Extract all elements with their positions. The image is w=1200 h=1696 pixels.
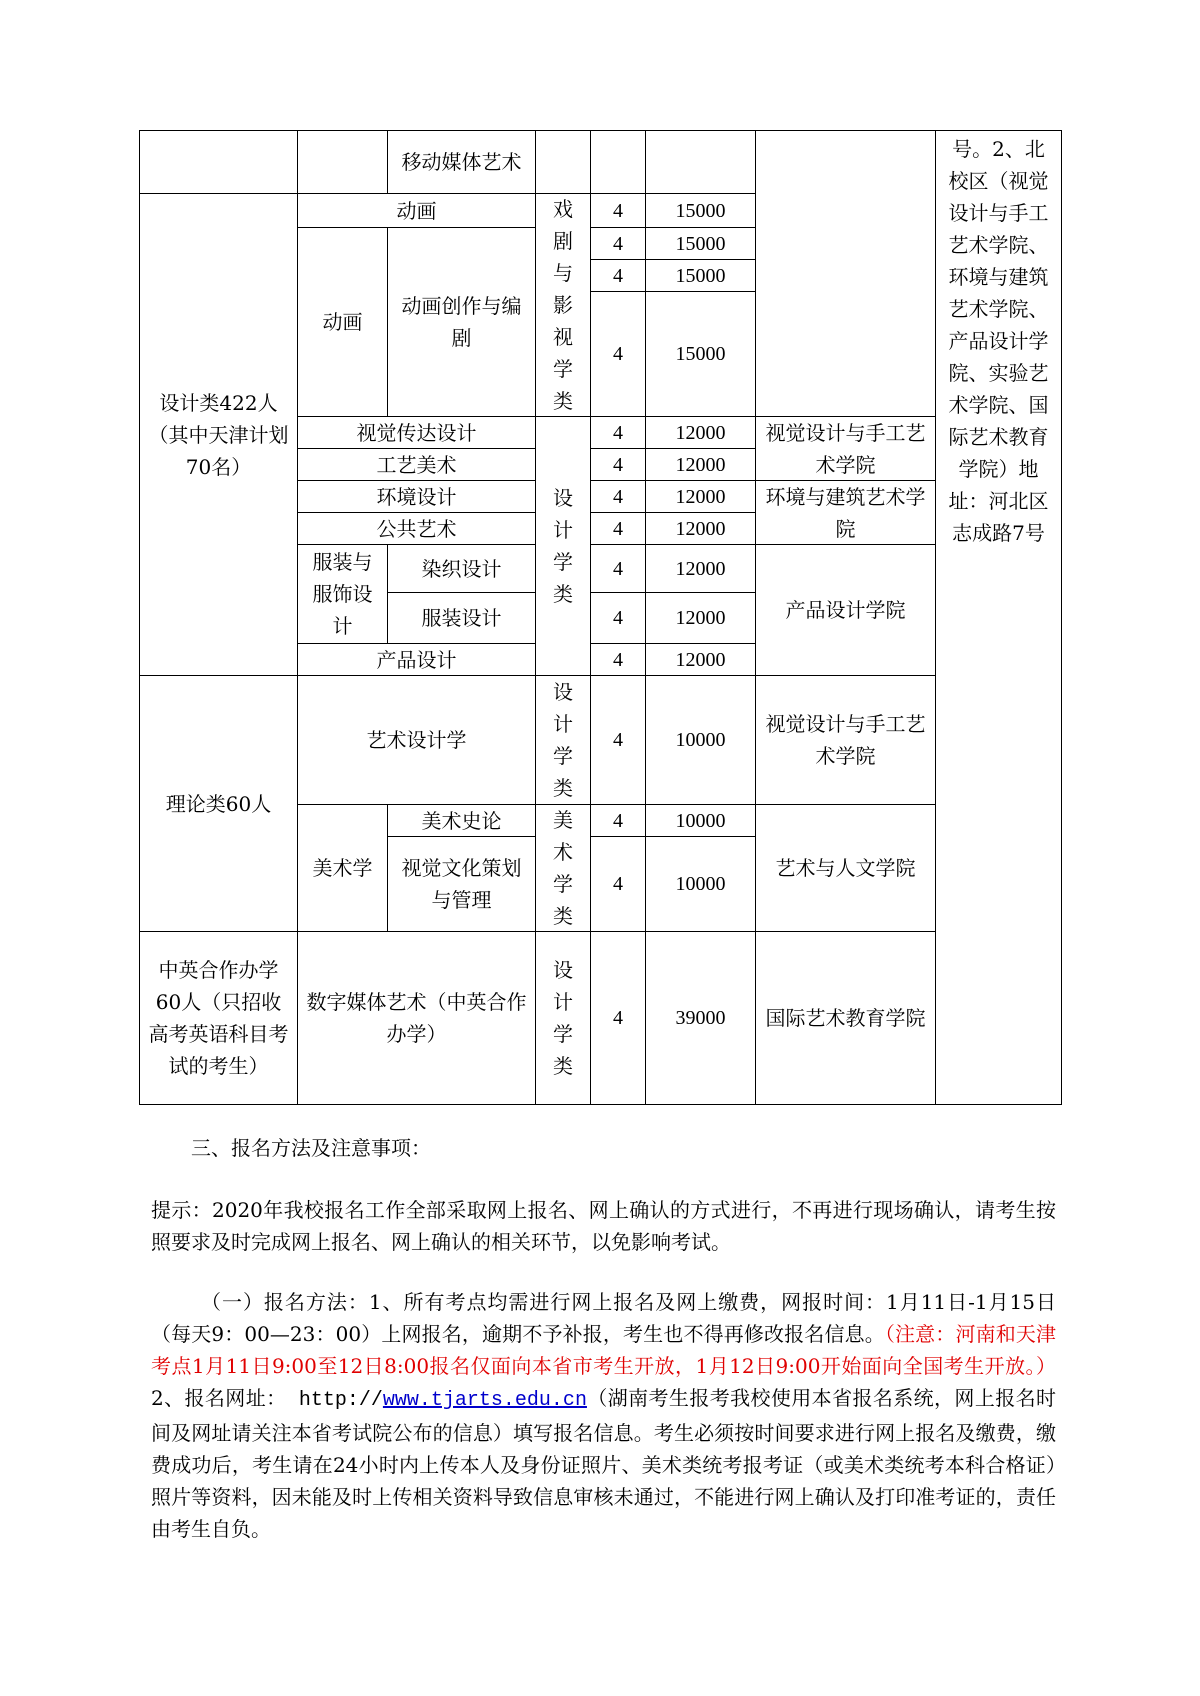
- method-url-prefix: http://: [286, 1389, 383, 1412]
- table-cell-empty: [590, 130, 646, 194]
- category-sino-british: 中英合作办学 60人（只招收高考英语科目考试的考生）: [139, 931, 298, 1105]
- sub-major-animation: 动画: [297, 227, 388, 417]
- group-fine-arts: 美术学类: [535, 804, 591, 932]
- years-cell: 4: [590, 836, 646, 932]
- method-text: （一）报名方法：1、所有考点均需进行网上报名及网上缴费，网报时间：1月11日-1月15日（每天9：00—23：00）上网报名，逾期不予补报，考生也不得再修改报名信息。: [151, 1290, 1056, 1346]
- group-design: 设计学类: [535, 416, 591, 676]
- method-text-continued: （湖南考生报考我校使用本省报名系统，网上报名时间及网址请关注本省考试院公布的信息）填写报名信息。考生必须按时间要求进行网上报名及缴费，缴费成功后，考生请在24小时内上传本人及身份证照片、美术类统考报考证（或美术类统考本科合格证）照片等资料，因未能及时上传相关资料导致信息审核未通过，不能进行网上确认及打印准考证的，责任由考生自负。: [151, 1386, 1057, 1541]
- table-cell-empty: [139, 130, 298, 194]
- fee-cell: 12000: [645, 416, 756, 449]
- major-art-history: 美术史论: [387, 804, 536, 837]
- fee-cell: 12000: [645, 643, 756, 676]
- fee-cell: 12000: [645, 512, 756, 545]
- fee-cell: 12000: [645, 592, 756, 644]
- college-cell-empty: [755, 130, 936, 417]
- major-clothing: 服装设计: [387, 592, 536, 644]
- group-drama-film: 戏剧与影视学类: [535, 193, 591, 417]
- major-environment-design: 环境设计: [297, 480, 536, 513]
- major-arts-crafts: 工艺美术: [297, 448, 536, 481]
- address-note: 号。2、北校区（视觉设计与手工艺术学院、环境与建筑艺术学院、产品设计学院、实验艺术学院、国际艺术教育学院）地址：河北区志成路7号: [935, 130, 1062, 1105]
- major-visual-culture-curation: 视觉文化策划与管理: [387, 836, 536, 932]
- fee-cell: 39000: [645, 931, 756, 1105]
- major-animation-writing: 动画创作与编剧: [387, 227, 536, 417]
- college-international: 国际艺术教育学院: [755, 931, 936, 1105]
- years-cell: 4: [590, 592, 646, 644]
- fee-cell: 10000: [645, 675, 756, 805]
- years-cell: 4: [590, 643, 646, 676]
- fee-cell: 12000: [645, 448, 756, 481]
- years-cell: 4: [590, 227, 646, 260]
- years-cell: 4: [590, 931, 646, 1105]
- category-theory: 理论类60人: [139, 675, 298, 932]
- fee-cell: 12000: [645, 480, 756, 513]
- group-design: 设计学类: [535, 931, 591, 1105]
- method-notice: （注意：河南和天津考点1月11日9:00至12日8:00报名仅面向本省市考生开放，1月12日9:00开始面向全国考生开放。）: [151, 1322, 1057, 1378]
- major-textile: 染织设计: [387, 544, 536, 593]
- fee-cell: 10000: [645, 804, 756, 837]
- registration-link[interactable]: www.tjarts.edu.cn: [382, 1389, 587, 1412]
- major-mobile-media: 移动媒体艺术: [387, 130, 536, 194]
- years-cell: 4: [590, 416, 646, 449]
- fee-cell: 15000: [645, 193, 756, 228]
- major-product-design: 产品设计: [297, 643, 536, 676]
- college-visual-craft: 视觉设计与手工艺术学院: [755, 675, 936, 805]
- section-heading: 三、报名方法及注意事项：: [191, 1136, 431, 1160]
- fee-cell: 12000: [645, 544, 756, 593]
- college-visual-craft: 视觉设计与手工艺术学院: [755, 416, 936, 481]
- years-cell: 4: [590, 544, 646, 593]
- college-product-design: 产品设计学院: [755, 544, 936, 676]
- method-paragraph: [151, 1286, 1056, 1545]
- years-cell: 4: [590, 291, 646, 417]
- major-fine-arts: 美术学: [297, 804, 388, 932]
- years-cell: 4: [590, 512, 646, 545]
- category-design: 设计类422人（其中天津计划70名）: [139, 193, 298, 676]
- years-cell: 4: [590, 675, 646, 805]
- years-cell: 4: [590, 259, 646, 292]
- major-digital-media-art: 数字媒体艺术（中英合作办学）: [297, 931, 536, 1105]
- fee-cell: 10000: [645, 836, 756, 932]
- major-art-design-studies: 艺术设计学: [297, 675, 536, 805]
- years-cell: 4: [590, 480, 646, 513]
- major-fashion: 服装与服饰设计: [297, 544, 388, 644]
- table-cell-empty: [535, 130, 591, 194]
- fee-cell: 15000: [645, 259, 756, 292]
- fee-cell: 15000: [645, 291, 756, 417]
- years-cell: 4: [590, 448, 646, 481]
- table-cell-empty: [645, 130, 756, 194]
- years-cell: 4: [590, 193, 646, 228]
- tip-paragraph: 提示：2020年我校报名工作全部采取网上报名、网上确认的方式进行，不再进行现场确认，请考生按照要求及时完成网上报名、网上确认的相关环节，以免影响考试。: [151, 1198, 1056, 1254]
- fee-cell: 15000: [645, 227, 756, 260]
- method-url-label: 2、报名网址：: [151, 1386, 287, 1410]
- group-design: 设计学类: [535, 675, 591, 805]
- college-environment-architecture: 环境与建筑艺术学院: [755, 480, 936, 545]
- table-cell-empty: [297, 130, 388, 194]
- major-visual-communication: 视觉传达设计: [297, 416, 536, 449]
- major-animation: 动画: [297, 193, 536, 228]
- college-arts-humanities: 艺术与人文学院: [755, 804, 936, 932]
- years-cell: 4: [590, 804, 646, 837]
- major-public-art: 公共艺术: [297, 512, 536, 545]
